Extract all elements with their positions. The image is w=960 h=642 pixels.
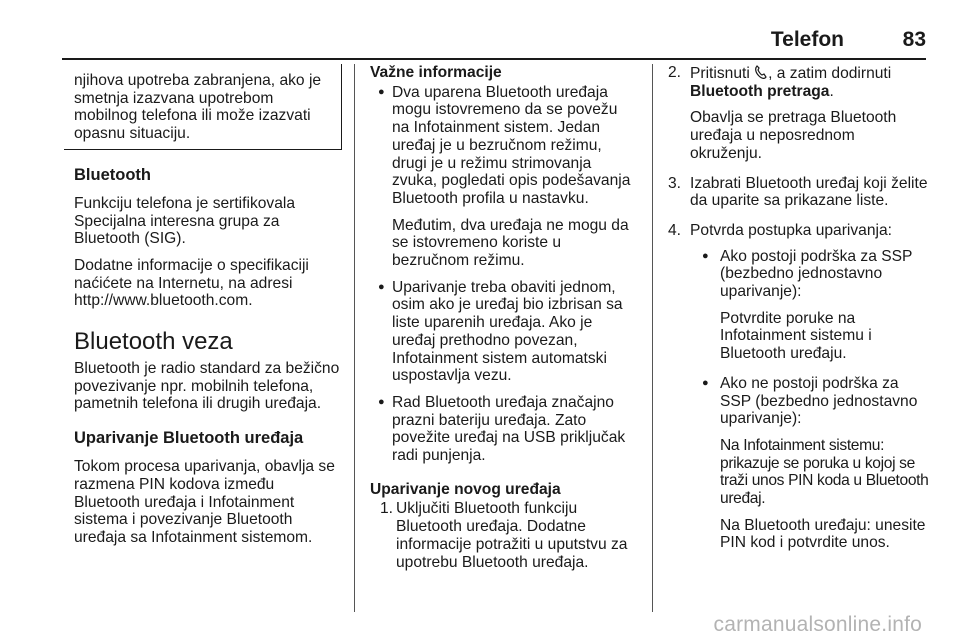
sub-bullet-item xyxy=(668,248,930,363)
bullet-text: ● Dva uparena Bluetooth uređaja mogu istovremeno da se povežu na Infotainment sistem. Jedan uređaj je u bezručnom režimu, drugi je u režimu strimovanja zvuka, pogledati opis podešavanja Bluetooth profila u nastavku. xyxy=(392,83,631,207)
step-item xyxy=(668,64,930,163)
sub-bullet-text: Na Infotainment sistemu: prikazuje se poruka u kojoj se traži unos PIN koda u Bluetooth uređaj. xyxy=(720,436,929,508)
warning-text: njihova upotreba zabranjena, ako je smetnja izazvana upotrebom mobilnog telefona ili može izazvati opasnu situaciju. xyxy=(74,72,322,143)
chapter-heading-bluetooth-veza: Bluetooth veza xyxy=(74,328,233,356)
bluetooth-search-label: Bluetooth pretraga xyxy=(690,82,830,100)
phone-icon xyxy=(754,64,768,80)
column-1 xyxy=(74,64,342,556)
column-divider-2 xyxy=(652,64,653,612)
sub-bullet-item xyxy=(668,375,930,552)
step-item xyxy=(668,222,930,240)
header-rule xyxy=(62,58,926,60)
step-text: Pritisnuti , a zatim dodirnuti Bluetooth pretraga. xyxy=(690,65,892,100)
bullet-text: ● Uparivanje treba obaviti jednom, osim ako je uređaj bio izbrisan sa liste uparenih uređaja. Ako je uređaj prethodno povezan, Infotainment sistem automatski uspostavlja vezu. xyxy=(392,278,623,385)
page-title: Telefon xyxy=(770,28,844,51)
column-3 xyxy=(668,64,930,561)
bullet-text: ● Rad Bluetooth uređaja značajno prazni bateriju uređaja. Zato povežite uređaj na USB priključak radi punjenja. xyxy=(392,393,626,465)
paragraph: Bluetooth je radio standard za bežično povezivanje npr. mobilnih telefona, pametnih telefona ili drugih uređaja. xyxy=(74,360,340,413)
column-divider-1 xyxy=(354,64,355,612)
step-text: Obavlja se pretraga Bluetooth uređaja u neposrednom okruženju. xyxy=(690,109,897,162)
paragraph: Dodatne informacije o specifikaciji naćićete na Internetu, na adresi http://www.bluetooth.com. xyxy=(74,256,309,310)
warning-box xyxy=(64,64,342,150)
step-text: Izabrati Bluetooth uređaj koji želite da uparite sa prikazane liste. xyxy=(690,174,928,210)
bullet-item xyxy=(370,84,638,270)
step-number: 1. xyxy=(380,500,394,518)
paragraph: Tokom procesa uparivanja, obavlja se razmena PIN kodova između Bluetooth uređaja i Infotainment sistema i povezivanje Bluetooth uređaja sa Infotainment sistemom. xyxy=(74,458,335,546)
step-text: Potvrda postupka uparivanja: xyxy=(690,221,892,239)
section-heading-pairing: Uparivanje Bluetooth uređaja xyxy=(74,429,304,448)
page-header xyxy=(62,28,926,56)
step-item xyxy=(668,175,930,210)
step-item xyxy=(370,500,638,571)
subheading-new-pairing: Uparivanje novog uređaja xyxy=(370,480,561,498)
bullet-text: Međutim, dva uređaja ne mogu da se istovremeno koriste u bezručnom režimu. xyxy=(392,216,629,270)
sub-bullet-text: Potvrdite poruke na Infotainment sistemu i Bluetooth uređaju. xyxy=(720,309,872,363)
sub-bullet-text: ● Ako ne postoji podrška za SSP (bezbedno jednostavno uparivanje): xyxy=(720,374,918,428)
step-number: 2. xyxy=(668,64,682,81)
column-2 xyxy=(370,64,638,579)
step-number: 4. xyxy=(668,221,682,239)
sub-bullet-text: ● Ako postoji podrška za SSP (bezbedno jednostavno uparivanje): xyxy=(720,247,913,301)
bullet-item xyxy=(370,394,638,465)
watermark: carmanualsonline.info xyxy=(713,613,922,636)
page-number: 83 xyxy=(902,28,926,51)
step-text: Uključiti Bluetooth funkciju Bluetooth uređaja. Dodatne informacije potražiti u uputstvu za upotrebu Bluetooth uređaja. xyxy=(396,500,628,571)
sub-bullet-text: Na Bluetooth uređaju: unesite PIN kod i potvrdite unos. xyxy=(720,516,926,552)
subheading-important-info: Važne informacije xyxy=(370,64,502,81)
step-number: 3. xyxy=(668,174,682,192)
bullet-item xyxy=(370,279,638,385)
paragraph: Funkciju telefona je sertifikovala Specijalna interesna grupa za Bluetooth (SIG). xyxy=(74,194,296,248)
section-heading-bluetooth: Bluetooth xyxy=(74,165,151,184)
